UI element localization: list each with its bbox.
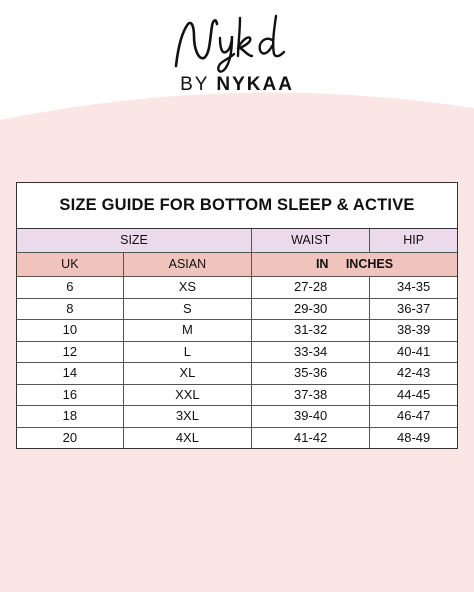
uk-header: UK [17,253,123,277]
uk-cell: 16 [17,384,123,406]
table-row [17,384,457,406]
waist-cell: 33-34 [252,341,370,363]
size-guide-table [16,182,458,449]
hip-cell: 34-35 [370,277,457,299]
size-header: SIZE [17,229,252,253]
waist-cell: 37-38 [252,384,370,406]
by-text: BY [180,74,210,95]
brand-subtitle [0,74,474,96]
table-row [17,298,457,320]
sub-header-row [17,253,457,277]
uk-cell: 12 [17,341,123,363]
hip-cell: 42-43 [370,363,457,385]
table-row [17,277,457,299]
asian-cell: S [123,298,251,320]
asian-cell: XL [123,363,251,385]
size-guide-title: SIZE GUIDE FOR BOTTOM SLEEP & ACTIVE [17,183,457,229]
uk-cell: 6 [17,277,123,299]
asian-header: ASIAN [123,253,251,277]
asian-cell: L [123,341,251,363]
waist-cell: 39-40 [252,406,370,428]
table-row [17,320,457,342]
asian-cell: M [123,320,251,342]
table-row [17,427,457,448]
hip-cell: 36-37 [370,298,457,320]
uk-cell: 20 [17,427,123,448]
asian-cell: XXL [123,384,251,406]
uk-cell: 18 [17,406,123,428]
table-row [17,341,457,363]
hip-cell: 38-39 [370,320,457,342]
table-row [17,363,457,385]
hip-cell: 40-41 [370,341,457,363]
size-table-grid [17,229,457,448]
waist-cell: 35-36 [252,363,370,385]
hip-cell: 46-47 [370,406,457,428]
table-row [17,406,457,428]
waist-cell: 41-42 [252,427,370,448]
unit-header [252,253,457,277]
group-header-row [17,229,457,253]
nykaa-text: NYKAA [216,74,294,95]
uk-cell: 10 [17,320,123,342]
uk-cell: 14 [17,363,123,385]
hip-header: HIP [370,229,457,253]
asian-cell: XS [123,277,251,299]
waist-cell: 29-30 [252,298,370,320]
hip-cell: 48-49 [370,427,457,448]
brand-logo [0,14,474,94]
asian-cell: 3XL [123,406,251,428]
unit-in: IN [315,257,329,271]
waist-cell: 31-32 [252,320,370,342]
hip-cell: 44-45 [370,384,457,406]
waist-header: WAIST [252,229,370,253]
nykd-script-logo [168,14,308,76]
waist-cell: 27-28 [252,277,370,299]
uk-cell: 8 [17,298,123,320]
unit-inches: INCHES [345,257,394,271]
asian-cell: 4XL [123,427,251,448]
